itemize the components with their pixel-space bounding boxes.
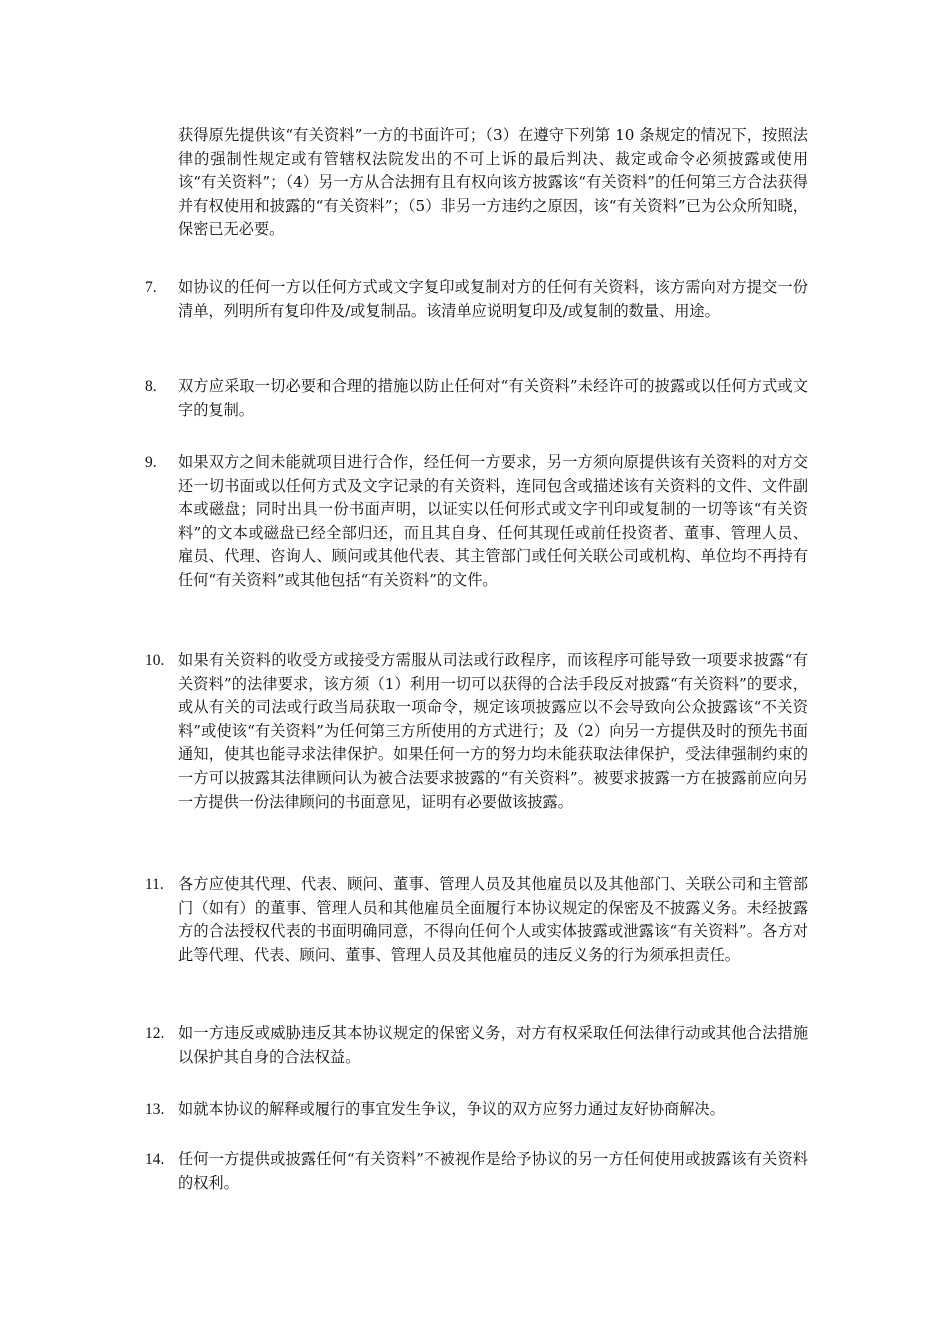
clause-text: 如果有关资料的收受方或接受方需服从司法或行政程序，而该程序可能导致一项要求披露“有关资料”的法律要求，该方须（1）利用一切可以获得的合法手段反对披露“有关资料”的要求，或从有关的司法或行政当局获取一项命令，规定该项披露应以不会导致向公众披露该“不关资料”或使该“有关资料”为任何第三方所使用的方式进行；及（2）向另一方提供及时的预先书面通知，使其也能寻求法律保护。如果任何一方的努力均未能获取法律保护，受法律强制约束的一方可以披露其法律顾问认为被合法要求披露的“有关资料”。被要求披露一方在披露前应向另一方提供一份法律顾问的书面意见，证明有必要做该披露。 xyxy=(178,651,808,811)
clause-14 xyxy=(145,1148,808,1195)
clause-text: 任何一方提供或披露任何“有关资料”不被视作是给予协议的另一方任何使用或披露该有关资料的权利。 xyxy=(178,1150,808,1192)
clause-11 xyxy=(145,873,808,967)
clause-number: 14. xyxy=(145,1151,165,1168)
clause-9 xyxy=(145,451,808,593)
clause-text: 各方应使其代理、代表、顾问、董事、管理人员及其他雇员以及其他部门、关联公司和主管部门（如有）的董事、管理人员和其他雇员全面履行本协议规定的保密及不披露义务。未经披露方的合法授权代表的书面明确同意，不得向任何个人或实体披露或泄露该“有关资料”。各方对此等代理、代表、顾问、董事、管理人员及其他雇员的违反义务的行为须承担责任。 xyxy=(178,875,808,964)
clause-13 xyxy=(145,1098,808,1122)
clause-12 xyxy=(145,1022,808,1069)
clause-number: 12. xyxy=(145,1025,165,1042)
clause-10 xyxy=(145,649,808,814)
clause-number: 7. xyxy=(145,279,157,296)
clause-text: 双方应采取一切必要和合理的措施以防止任何对“有关资料”未经许可的披露或以任何方式或文字的复制。 xyxy=(178,377,808,419)
clause-number: 8. xyxy=(145,378,157,395)
clause-number: 10. xyxy=(145,652,165,669)
clause-7 xyxy=(145,276,808,323)
clause-number: 13. xyxy=(145,1101,165,1118)
clause-text: 如果双方之间未能就项目进行合作，经任何一方要求，另一方须向原提供该有关资料的对方交还一切书面或以任何方式及文字记录的有关资料，连同包含或描述该有关资料的文件、文件副本或磁盘；同时出具一份书面声明，以证实以任何形式或文字刊印或复制的一切等该“有关资料”的文本或磁盘已经全部归还，而且其自身、任何其现任或前任投资者、董事、管理人员、雇员、代理、咨询人、顾问或其他代表、其主管部门或任何关联公司或机构、单位均不再持有任何“有关资料”或其他包括“有关资料”的文件。 xyxy=(178,453,808,589)
clause-text: 如协议的任何一方以任何方式或文字复印或复制对方的任何有关资料，该方需向对方提交一份清单，列明所有复印件及/或复制品。该清单应说明复印及/或复制的数量、用途。 xyxy=(178,278,808,320)
clause-text: 如一方违反或威胁违反其本协议规定的保密义务，对方有权采取任何法律行动或其他合法措施以保护其自身的合法权益。 xyxy=(178,1024,808,1066)
clause-text: 如就本协议的解释或履行的事宜发生争议，争议的双方应努力通过友好协商解决。 xyxy=(178,1100,725,1118)
clause-8 xyxy=(145,375,808,422)
clause-number: 9. xyxy=(145,454,157,471)
continuation-paragraph: 获得原先提供该“有关资料”一方的书面许可；（3）在遵守下列第 10 条规定的情况下，按照法律的强制性规定或有管辖权法院发出的不可上诉的最后判决、裁定或命令必须披露或使用该“有关资料”；（4）另一方从合法拥有且有权向该方披露该“有关资料”的任何第三方合法获得并有权使用和披露的“有关资料”；（5）非另一方违约之原因，该“有关资料”已为公众所知晓，保密已无必要。 xyxy=(178,126,808,239)
clause-number: 11. xyxy=(145,876,164,893)
